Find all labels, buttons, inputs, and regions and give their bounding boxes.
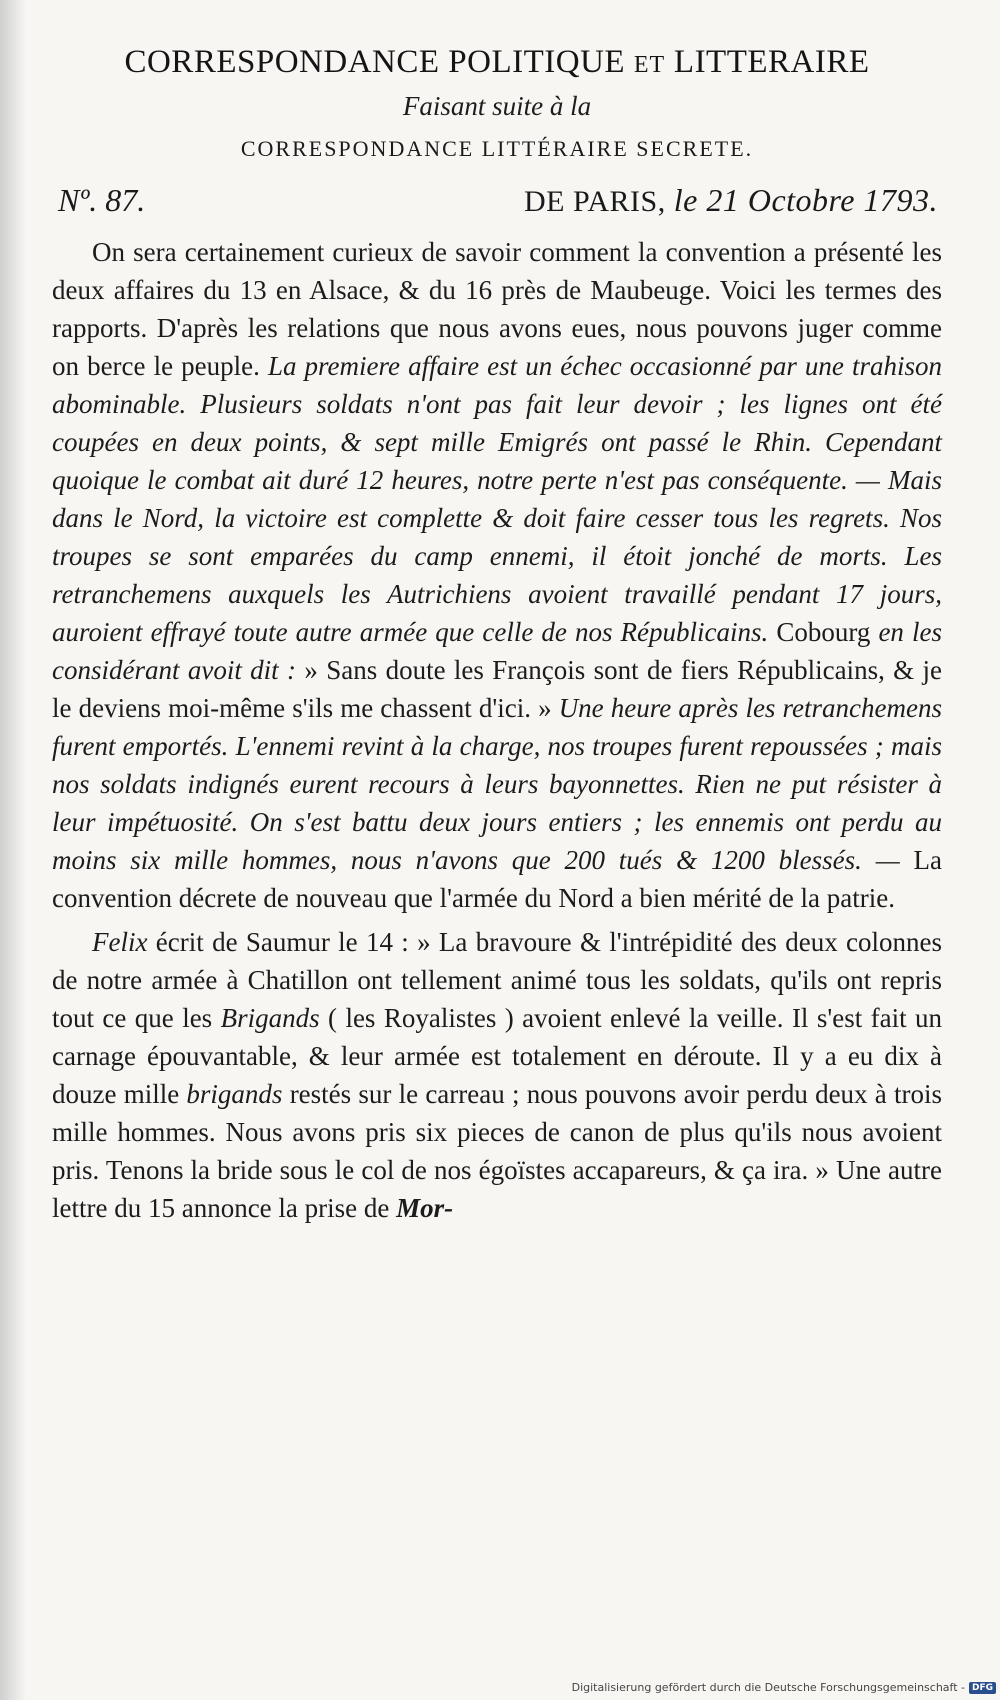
article-body — [52, 233, 942, 1227]
p1-quote: » Sans doute les François sont de fiers Républicains, & je le deviens moi-même s'ils me chassent d'ici. » — [52, 655, 943, 723]
dfg-logo-icon: DFG — [969, 1682, 996, 1694]
page-binding-edge — [0, 0, 26, 1700]
p1-cobourg: Cobourg — [776, 617, 871, 647]
p2-catchword: Mor- — [396, 1193, 454, 1223]
p2-brigands-2: brigands — [186, 1079, 283, 1109]
paragraph-1 — [52, 233, 942, 917]
p1-considering: en les considérant avoit dit : — [52, 617, 942, 685]
date: le 21 Octobre 1793. — [673, 182, 938, 218]
credit-text: Digitalisierung gefördert durch die Deutsche Forschungsgemeinschaft - — [571, 1681, 965, 1694]
p2-brigands: Brigands — [220, 1003, 320, 1033]
p2-letter-mid: ( les Royalistes ) avoient enlevé la veille. Il s'est fait un carnage épouvantable, & leur armée est totalement en déroute. Il y a eu dix à douze mille — [52, 1003, 943, 1109]
subtitle: Faisant suite à la — [402, 91, 592, 121]
p1-report-italic: La premiere affaire est un échec occasionné par une trahison abominable. Plusieurs soldats n'ont pas fait leur devoir ; les lignes ont été coupées en deux points, & sept mille Emigrés ont passé le Rhin. Cependant quoique le combat ait duré 12 heures, notre perte n'est pas conséquente. — Mais dans le Nord, la victoire est complette & doit faire cesser tous les regrets. Nos troupes se sont emparées du camp ennemi, il étoit jonché de morts. Les retranchemens auxquels les Autrichiens avoient travaillé pendant 17 jours, auroient effrayé toute autre armée que celle de nos Républicains. — [52, 351, 942, 647]
masthead-et: ET — [633, 52, 666, 78]
dateline — [52, 182, 942, 219]
p2-letter-end: restés sur le carreau ; nous pouvons avoir perdu deux à trois mille hommes. Nous avons pris six pieces de canon de plus qu'ils nous avoient pris. Tenons la bride sous le col de nos égoïstes accapareurs, & ça ira. » Une autre lettre du 15 annonce la prise de — [52, 1079, 942, 1223]
place: DE PARIS, — [523, 185, 666, 218]
issue-number: Nº. 87. — [58, 182, 146, 218]
series-title: CORRESPONDANCE LITTÉRAIRE SECRETE. — [240, 136, 754, 161]
p2-felix: Felix — [92, 927, 148, 957]
digitization-credit — [572, 1681, 996, 1694]
masthead-main: CORRESPONDANCE POLITIQUE — [124, 44, 626, 80]
p1-decree: La convention décrete de nouveau que l'armée du Nord a bien mérité de la patrie. — [52, 845, 942, 913]
p2-letter-start: écrit de Saumur le 14 : » La bravoure & l'intrépidité des deux colonnes de notre armée à Chatillon ont tellement animé tous les soldats, qu'ils ont repris tout ce que les — [52, 927, 943, 1033]
paragraph-2 — [52, 923, 942, 1227]
masthead — [52, 44, 942, 81]
p1-battle-italic: Une heure après les retranchemens furent emportés. L'ennemi revint à la charge, nos troupes furent repoussées ; mais nos soldats indignés eurent recours à leurs bayonnettes. Rien ne put résister à leur impétuosité. On s'est battu deux jours entiers ; les ennemis ont perdu au moins six mille hommes, nous n'avons que 200 tués & 1200 blessés. — — [52, 693, 942, 875]
p1-intro: On sera certainement curieux de savoir comment la convention a présenté les deux affaires du 13 en Alsace, & du 16 près de Maubeuge. Voici les termes des rapports. D'après les relations que nous avons eues, nous pouvons juger comme on berce le peuple. — [52, 237, 942, 381]
page-content — [52, 30, 942, 1227]
masthead-end: LITTERAIRE — [673, 44, 870, 80]
place-date — [524, 182, 942, 219]
